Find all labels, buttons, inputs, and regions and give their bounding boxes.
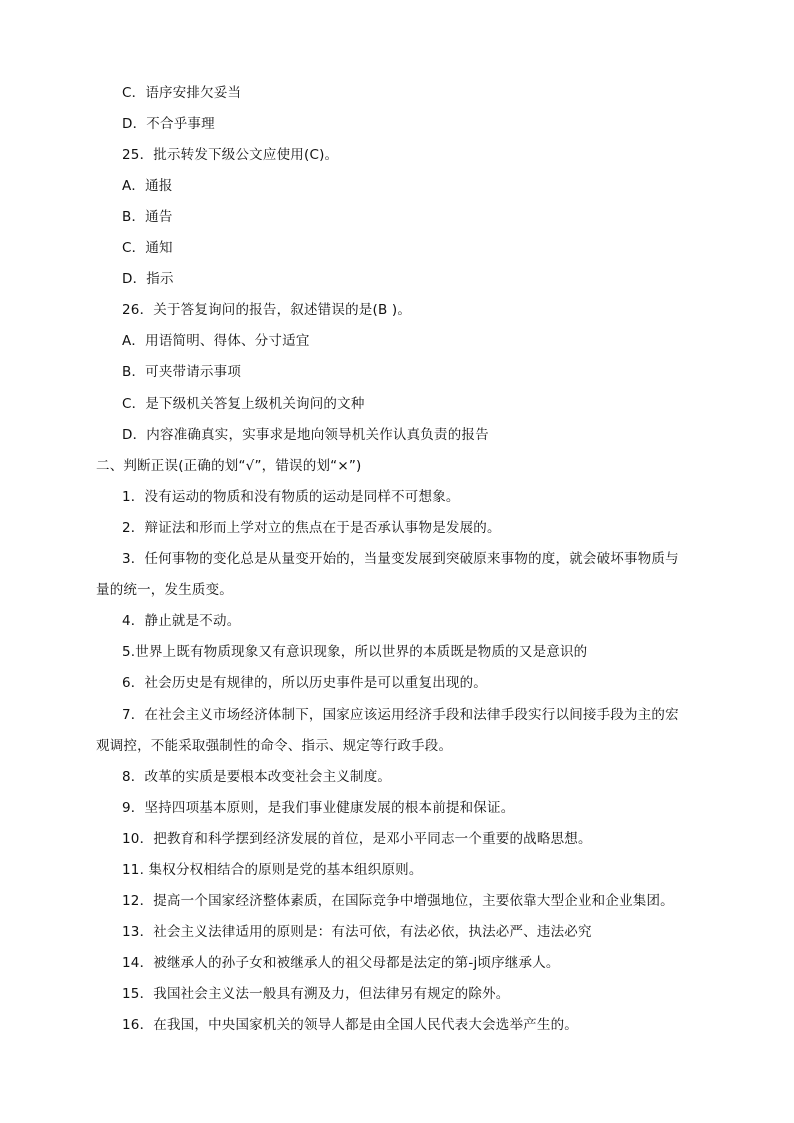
statement-line: 5.世界上既有物质现象又有意识现象，所以世界的本质既是物质的又是意识的 — [122, 644, 588, 660]
statement-line: 1．没有运动的物质和没有物质的运动是同样不可想象。 — [122, 489, 460, 505]
statement-line: 9．坚持四项基本原则，是我们事业健康发展的根本前提和保证。 — [122, 800, 515, 816]
option-line: D．内容准确真实，实事求是地向领导机关作认真负责的报告 — [122, 427, 489, 443]
statement-line: 15．我国社会主义法一般具有溯及力，但法律另有规定的除外。 — [122, 986, 510, 1002]
section-heading: 二、判断正误(正确的划“√”，错误的划“×”) — [96, 458, 362, 474]
statement-line: 7．在社会主义市场经济体制下，国家应该运用经济手段和法律手段实行以间接手段为主的宏 — [122, 707, 679, 723]
option-line: B．可夹带请示事项 — [122, 364, 242, 380]
option-line: D．不合乎事理 — [122, 116, 215, 132]
question-line: 26．关于答复询问的报告，叙述错误的是(B )。 — [122, 302, 412, 318]
statement-line: 3．任何事物的变化总是从量变开始的，当量变发展到突破原来事物的度，就会破坏事物质与 — [122, 551, 679, 567]
statement-line: 16．在我国，中央国家机关的领导人都是由全国人民代表大会选举产生的。 — [122, 1017, 578, 1033]
question-line: 25．批示转发下级公文应使用(C)。 — [122, 147, 339, 163]
statement-line-continued: 量的统一，发生质变。 — [96, 582, 233, 598]
statement-line: 12．提高一个国家经济整体素质，在国际竞争中增强地位，主要依靠大型企业和企业集团。 — [122, 893, 674, 909]
option-line: C．语序安排欠妥当 — [122, 85, 242, 101]
statement-line: 10．把教育和科学摆到经济发展的首位，是邓小平同志一个重要的战略思想。 — [122, 831, 592, 847]
option-line: D．指示 — [122, 271, 174, 287]
statement-line: 11. 集权分权相结合的原则是党的基本组织原则。 — [122, 862, 423, 878]
statement-line: 6．社会历史是有规律的，所以历史事件是可以重复出现的。 — [122, 675, 487, 691]
option-line: A．通报 — [122, 178, 173, 194]
statement-line: 14．被继承人的孙子女和被继承人的祖父母都是法定的第-j顷序继承人。 — [122, 955, 560, 971]
statement-line: 2．辩证法和形而上学对立的焦点在于是否承认事物是发展的。 — [122, 520, 501, 536]
option-line: C．通知 — [122, 240, 173, 256]
option-line: A．用语简明、得体、分寸适宜 — [122, 333, 310, 349]
statement-line-continued: 观调控，不能采取强制性的命令、指示、规定等行政手段。 — [96, 738, 453, 754]
statement-line: 8．改革的实质是要根本改变社会主义制度。 — [122, 769, 392, 785]
option-line: B．通告 — [122, 209, 173, 225]
statement-line: 4．静止就是不动。 — [122, 613, 241, 629]
option-line: C．是下级机关答复上级机关询问的文种 — [122, 396, 365, 412]
statement-line: 13．社会主义法律适用的原则是：有法可依，有法必依，执法必严、违法必究 — [122, 924, 592, 940]
